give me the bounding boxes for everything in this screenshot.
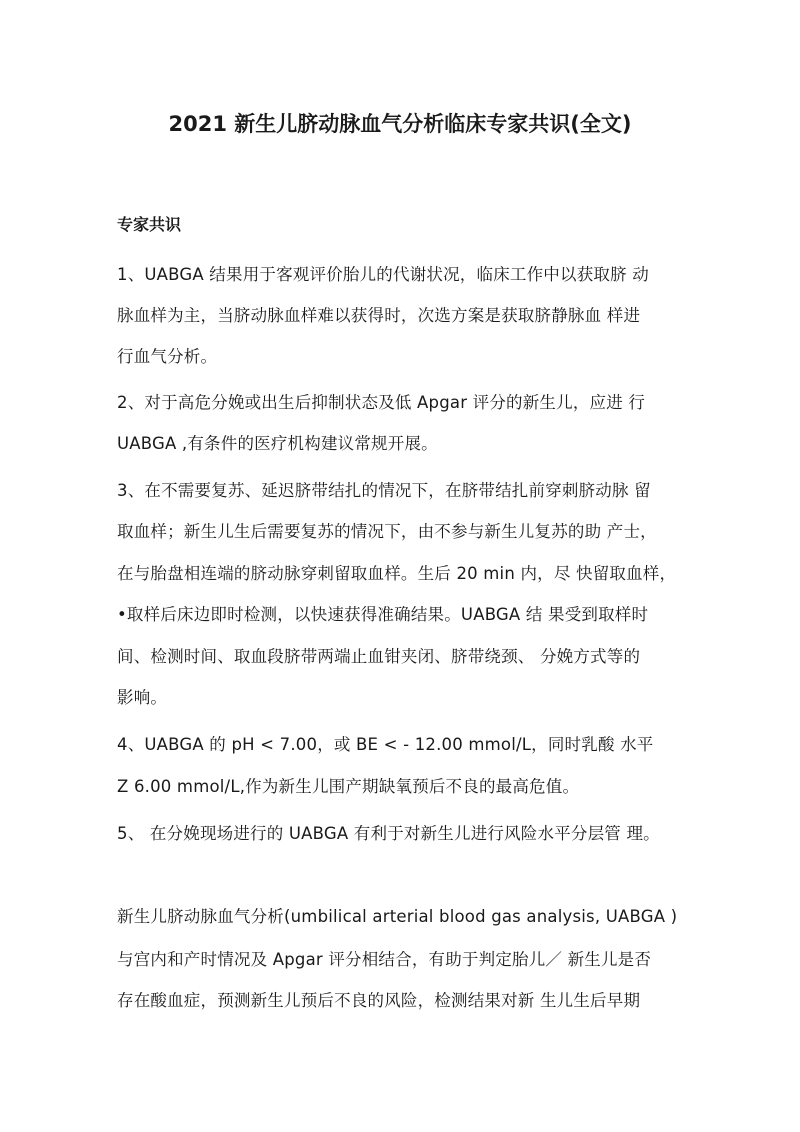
paragraph-line: 4、UABGA 的 pH < 7.00，或 BE < - 12.00 mmol/L，同时乳酸 水平	[117, 735, 654, 754]
section-heading: 专家共识	[117, 215, 182, 234]
paragraph-line: 2、对于高危分娩或出生后抑制状态及低 Apgar 评分的新生儿，应进 行	[117, 393, 646, 412]
document-title: 2021 新生儿脐动脉血气分析临床专家共识(全文)	[168, 112, 632, 136]
paragraph-line: 5、 在分娩现场进行的 UABGA 有利于对新生儿进行风险水平分层管 理。	[117, 824, 660, 843]
paragraph-line: •取样后床边即时检测，以快速获得准确结果。UABGA 结 果受到取样时	[117, 605, 649, 624]
paragraph-line: 存在酸血症，预测新生儿预后不良的风险，检测结果对新 生儿生后早期	[117, 991, 641, 1010]
paragraph-line: 与宫内和产时情况及 Apgar 评分相结合，有助于判定胎儿／ 新生儿是否	[117, 950, 652, 969]
paragraph-line: Z 6.00 mmol/L,作为新生儿围产期缺氧预后不良的最高危值。	[117, 777, 580, 796]
paragraph-line: 3、在不需要复苏、延迟脐带结扎的情况下，在脐带结扎前穿刺脐动脉 留	[117, 481, 651, 500]
paragraph-line: 间、检测时间、取血段脐带两端止血钳夹闭、脐带绕颈、 分娩方式等的	[117, 647, 641, 666]
paragraph-line: 行血气分析。	[117, 347, 218, 366]
paragraph-line: 新生儿脐动脉血气分析(umbilical arterial blood gas analysis, UABGA )	[117, 907, 678, 926]
paragraph-line: 1、UABGA 结果用于客观评价胎儿的代谢状况，临床工作中以获取脐 动	[117, 265, 649, 284]
paragraph-line: 取血样；新生儿生后需要复苏的情况下，由不参与新生儿复苏的助 产士，	[117, 522, 657, 541]
paragraph-line: UABGA ,有条件的医疗机构建议常规开展。	[117, 434, 438, 453]
paragraph-line: 脉血样为主，当脐动脉血样难以获得时，次选方案是获取脐静脉血 样进	[117, 306, 641, 325]
paragraph-line: 影响。	[117, 688, 168, 707]
paragraph-line: 在与胎盘相连端的脐动脉穿刺留取血样。生后 20 min 内，尽 快留取血样，	[117, 564, 677, 583]
